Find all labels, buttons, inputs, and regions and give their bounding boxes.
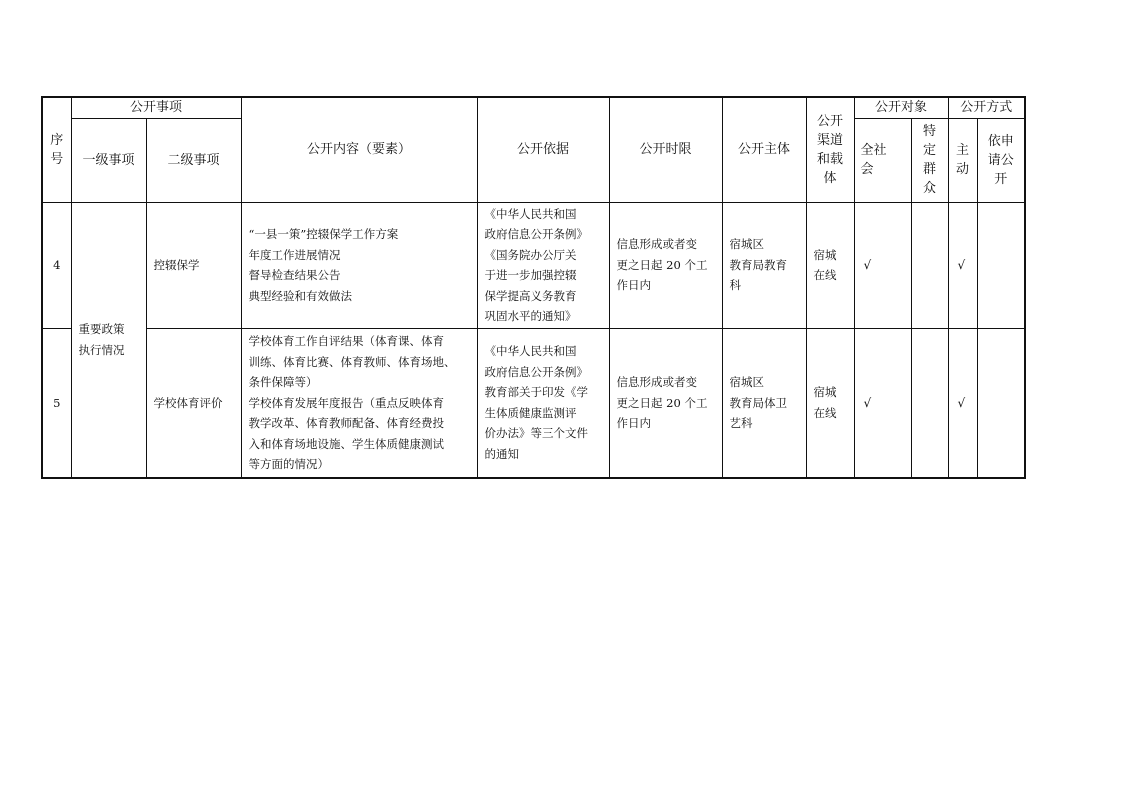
row-level2: 学校体育评价	[146, 328, 241, 478]
table-row	[42, 202, 1025, 328]
header-method-apply: 依申 请公 开	[977, 118, 1025, 202]
header-content: 公开内容（要素）	[241, 97, 477, 202]
header-target-all: 全社 会	[854, 118, 911, 202]
row-target-specific	[911, 202, 948, 328]
check-mark-target-all: √	[854, 328, 911, 478]
header-subject: 公开主体	[722, 97, 806, 202]
header-channel: 公开 渠道 和载 体	[806, 97, 854, 202]
header-method-active: 主 动	[948, 118, 977, 202]
header-row-1	[42, 97, 1025, 118]
row-target-specific	[911, 328, 948, 478]
header-target-specific: 特 定 群 众	[911, 118, 948, 202]
row-content: “一县一策”控辍保学工作方案 年度工作进展情况 督导检查结果公告 典型经验和有效做法	[241, 202, 477, 328]
row-seq: 4	[42, 202, 71, 328]
header-target: 公开对象	[854, 97, 948, 118]
header-public-items: 公开事项	[71, 97, 241, 118]
header-seq: 序 号	[42, 97, 71, 202]
row-seq: 5	[42, 328, 71, 478]
check-mark-target-all: √	[854, 202, 911, 328]
header-method: 公开方式	[948, 97, 1025, 118]
row-content: 学校体育工作自评结果（体育课、体育 训练、体育比赛、体育教师、体育场地、 条件保障等） 学校体育发展年度报告（重点反映体育 教学改革、体育教师配备、体育经费投 入和体育场地设施、学生体质健康测试 等方面的情况）	[241, 328, 477, 478]
row-subject: 宿城区 教育局体卫 艺科	[722, 328, 806, 478]
table-row	[42, 328, 1025, 478]
level1-cell: 重要政策 执行情况	[71, 202, 146, 478]
row-channel: 宿城 在线	[806, 328, 854, 478]
row-subject: 宿城区 教育局教育 科	[722, 202, 806, 328]
row-level2: 控辍保学	[146, 202, 241, 328]
disclosure-table	[41, 96, 1026, 479]
header-level2: 二级事项	[146, 118, 241, 202]
row-time-limit: 信息形成或者变 更之日起 20 个工 作日内	[609, 328, 722, 478]
header-time-limit: 公开时限	[609, 97, 722, 202]
header-basis: 公开依据	[477, 97, 609, 202]
row-basis: 《中华人民共和国 政府信息公开条例》 教育部关于印发《学 生体质健康监测评 价办法》等三个文件 的通知	[477, 328, 609, 478]
row-channel: 宿城 在线	[806, 202, 854, 328]
row-method-apply	[977, 328, 1025, 478]
row-time-limit: 信息形成或者变 更之日起 20 个工 作日内	[609, 202, 722, 328]
row-basis: 《中华人民共和国 政府信息公开条例》 《国务院办公厅关 于进一步加强控辍 保学提高义务教育 巩固水平的通知》	[477, 202, 609, 328]
check-mark-method-active: √	[948, 202, 977, 328]
check-mark-method-active: √	[948, 328, 977, 478]
row-method-apply	[977, 202, 1025, 328]
header-level1: 一级事项	[71, 118, 146, 202]
